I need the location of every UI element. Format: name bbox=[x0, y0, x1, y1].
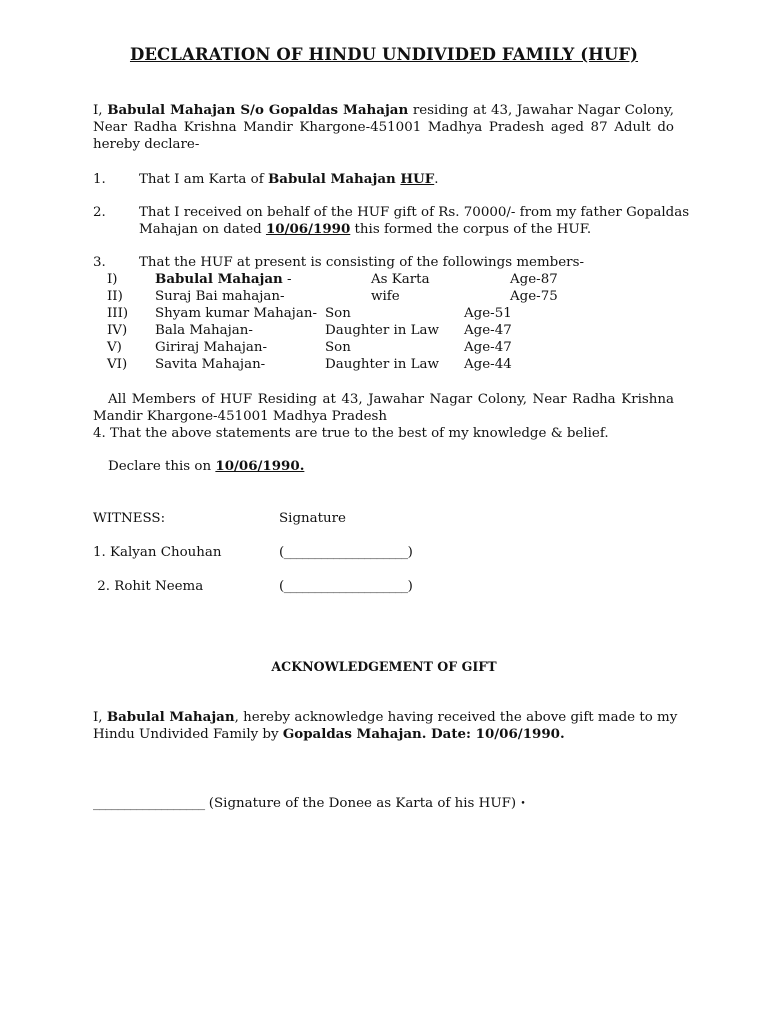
member-age: Age-47 bbox=[464, 323, 512, 338]
witness-1-signature-line: (____________________) bbox=[279, 545, 413, 560]
member-relation: As Karta bbox=[371, 272, 430, 287]
intro-text: residing at 43, Jawahar Nagar Colony, Near Radha Krishna Mandir Khargone-451001 Madhya Pradesh aged 87 Adult do hereby declare- bbox=[93, 103, 674, 152]
member-roman: III) bbox=[107, 306, 129, 321]
item-1-text bbox=[139, 171, 439, 188]
gift-date: 10/06/1990 bbox=[265, 221, 351, 237]
declare-line bbox=[108, 458, 304, 475]
member-name-text: Babulal Mahajan bbox=[155, 271, 283, 287]
karta-name: Babulal Mahajan bbox=[267, 171, 401, 187]
item-1-suffix: . bbox=[434, 172, 439, 187]
donee-signature-blank: __________________ bbox=[93, 796, 205, 811]
ack-line-1 bbox=[93, 709, 677, 726]
member-age: Age-75 bbox=[510, 289, 558, 304]
intro-paragraph bbox=[93, 102, 674, 153]
declare-date: 10/06/1990. bbox=[215, 458, 305, 474]
member-name-suffix: - bbox=[282, 272, 292, 287]
item-2-line-1: That I received on behalf of the HUF gift of Rs. 70000/- from my father Gopaldas bbox=[139, 205, 690, 220]
ack-line-2 bbox=[93, 726, 565, 743]
item-1-prefix: That I am Karta of bbox=[139, 172, 268, 187]
member-age: Age-44 bbox=[464, 357, 512, 372]
donee-signature-line bbox=[93, 795, 526, 813]
member-relation: Son bbox=[325, 340, 351, 355]
member-relation: Son bbox=[325, 306, 351, 321]
signature-label: Signature bbox=[279, 511, 346, 526]
witness-2-signature-line: (____________________) bbox=[279, 579, 413, 594]
ack-line-1-text: , hereby acknowledge having received the above gift made to my bbox=[234, 710, 678, 725]
donee-signature-caption: (Signature of the Donee as Karta of his HUF) bbox=[204, 796, 521, 811]
member-age: Age-47 bbox=[464, 340, 512, 355]
member-roman: IV) bbox=[107, 323, 128, 338]
ack-donee-name: Babulal Mahajan bbox=[106, 709, 235, 725]
witness-2-name: 2. Rohit Neema bbox=[93, 579, 204, 594]
huf-label: HUF bbox=[400, 171, 435, 187]
member-name: Giriraj Mahajan- bbox=[155, 340, 268, 355]
item-2-line-2-suffix: this formed the corpus of the HUF. bbox=[350, 222, 592, 237]
member-name bbox=[155, 271, 292, 288]
item-1-number: 1. bbox=[93, 172, 106, 187]
ack-prefix: I, bbox=[93, 710, 107, 725]
acknowledgement-title: ACKNOWLEDGEMENT OF GIFT bbox=[271, 659, 497, 674]
bullet-mark: • bbox=[520, 799, 526, 809]
member-age: Age-87 bbox=[510, 272, 558, 287]
intro-prefix: I, bbox=[93, 103, 108, 118]
member-roman: VI) bbox=[107, 357, 128, 372]
declarant-name: Babulal Mahajan S/o Gopaldas Mahajan bbox=[107, 102, 409, 118]
item-3-text: That the HUF at present is consisting of the followings members- bbox=[139, 255, 584, 270]
declare-prefix: Declare this on bbox=[108, 459, 216, 474]
item-2-line-2 bbox=[139, 221, 591, 238]
ack-line-2-prefix: Hindu Undivided Family by bbox=[93, 727, 283, 742]
member-name: Savita Mahajan- bbox=[155, 357, 266, 372]
item-4-text: 4. That the above statements are true to the best of my knowledge & belief. bbox=[93, 426, 609, 441]
member-roman: I) bbox=[107, 272, 118, 287]
member-relation: Daughter in Law bbox=[325, 357, 440, 372]
member-relation: wife bbox=[371, 289, 400, 304]
member-roman: II) bbox=[107, 289, 123, 304]
item-3-number: 3. bbox=[93, 255, 106, 270]
witness-1-name: 1. Kalyan Chouhan bbox=[93, 545, 222, 560]
ack-donor-and-date: Gopaldas Mahajan. Date: 10/06/1990. bbox=[282, 726, 565, 742]
member-name: Shyam kumar Mahajan- bbox=[155, 306, 317, 321]
member-age: Age-51 bbox=[464, 306, 512, 321]
witness-label: WITNESS: bbox=[93, 511, 166, 526]
item-2-number: 2. bbox=[93, 205, 106, 220]
member-relation: Daughter in Law bbox=[325, 323, 440, 338]
member-roman: V) bbox=[107, 340, 122, 355]
member-name: Bala Mahajan- bbox=[155, 323, 253, 338]
residing-paragraph: All Members of HUF Residing at 43, Jawahar Nagar Colony, Near Radha Krishna Mandir Khargone-451001 Madhya Pradesh bbox=[93, 392, 674, 424]
document-title: DECLARATION OF HINDU UNDIVIDED FAMILY (HUF) bbox=[129, 45, 639, 64]
member-name: Suraj Bai mahajan- bbox=[155, 289, 285, 304]
item-2-line-2-prefix: Mahajan on dated bbox=[139, 222, 266, 237]
